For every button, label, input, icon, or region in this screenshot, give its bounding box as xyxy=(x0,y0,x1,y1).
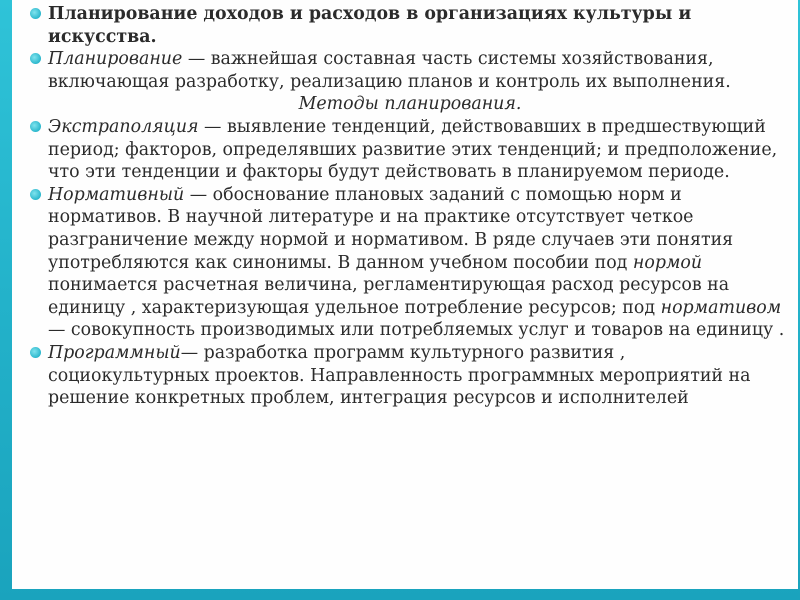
intro-paragraph xyxy=(30,48,790,93)
norm-term: нормой xyxy=(632,252,703,273)
bullet-icon xyxy=(30,189,41,200)
method-extrapolation xyxy=(30,116,790,184)
methods-heading: Методы планирования. xyxy=(298,94,522,115)
method-term: Нормативный xyxy=(48,184,185,205)
method-term: Экстраполяция xyxy=(48,116,199,137)
title-text: Планирование доходов и расходов в организациях культуры и искусства. xyxy=(48,4,692,47)
method-text: понимается расчетная величина, регламентирующая расход ресурсов на единицу , характеризующая удельное потребление ресурсов; под xyxy=(48,275,730,318)
bullet-icon xyxy=(30,347,41,358)
method-program xyxy=(30,342,790,410)
method-text: — совокупность производимых или потребляемых услуг и товаров на единицу . xyxy=(48,320,785,341)
bullet-icon xyxy=(30,8,41,19)
method-term: Программный xyxy=(48,342,181,363)
method-text: — обоснование плановых заданий с помощью норм и нормативов. В научной литературе и на практике отсутствует четкое разграничение между нормой и нормативом. В ряде случаев эти понятия употребляются как синонимы. В данном учебном пособии под xyxy=(48,184,734,273)
slide xyxy=(12,0,798,589)
normative-term: нормативом xyxy=(660,297,782,318)
bullet-icon xyxy=(30,121,41,132)
slide-title xyxy=(30,3,790,48)
method-text: — выявление тенденций, действовавших в предшествующий период; факторов, определявших развитие этих тенденций; и предположение, что эти тенденции и факторы будут действовать в планируемом периоде. xyxy=(48,116,778,183)
bullet-icon xyxy=(30,53,41,64)
method-normative xyxy=(30,184,790,342)
intro-text: — важнейшая составная часть системы хозяйствования, включающая разработку, реализацию планов и контроль их выполнения. xyxy=(48,49,731,92)
intro-term: Планирование xyxy=(48,49,183,70)
method-text: — разработка программ культурного развития , социокультурных проектов. Направленность программных мероприятий на решение конкретных проблем, интеграция ресурсов и исполнителей xyxy=(48,342,751,409)
